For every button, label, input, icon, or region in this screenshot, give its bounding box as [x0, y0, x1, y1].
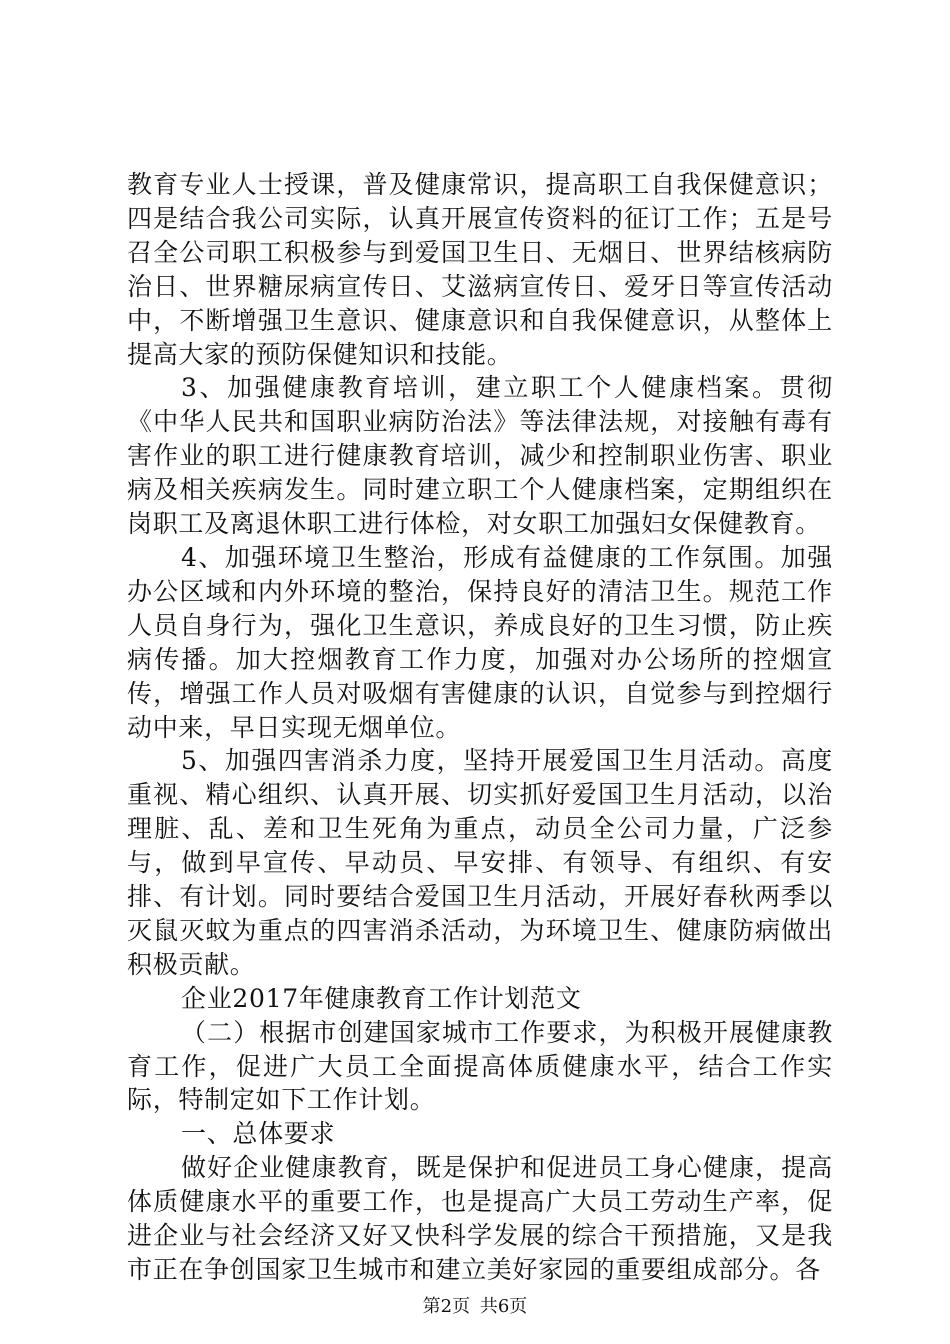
paragraph-general-requirements: 做好企业健康教育，既是保护和促进员工身心健康，提高体质健康水平的重要工作，也是提高广大员工劳动生产率，促进企业与社会经济又好又快科学发展的综合干预措施，又是我市正在争创国家卫生城市和建立美好家园的重要组成部分。各 [127, 1153, 833, 1284]
paragraph-continuation: 教育专业人士授课，普及健康常识，提高职工自我保健意识；四是结合我公司实际，认真开展宣传资料的征订工作；五是号召全公司职工积极参与到爱国卫生日、无烟日、世界结核病防治日、世界糖尿病宣传日、艾滋病宣传日、爱牙日等宣传活动中，不断增强卫生意识、健康意识和自我保健意识，从整体上提高大家的预防保健知识和技能。 [127, 170, 833, 369]
page-total: 共6页 [479, 1296, 528, 1317]
paragraph-item-3: 3、加强健康教育培训，建立职工个人健康档案。贯彻《中华人民共和国职业病防治法》等法律法规，对接触有毒有害作业的职工进行健康教育培训，减少和控制职业伤害、职业病及相关疾病发生。同时建立职工个人健康档案，定期组织在岗职工及离退休职工进行体检，对女职工加强妇女保健教育。 [127, 373, 833, 539]
paragraph-intro: （二）根据市创建国家城市工作要求，为积极开展健康教育工作，促进广大员工全面提高体质健康水平，结合工作实际，特制定如下工作计划。 [127, 1017, 833, 1115]
paragraph-item-5: 5、加强四害消杀力度，坚持开展爱国卫生月活动。高度重视、精心组织、认真开展、切实抓好爱国卫生月活动，以治理脏、乱、差和卫生死角为重点，动员全公司力量，广泛参与，做到早宣传、早动员、早安排、有领导、有组织、有安排、有计划。同时要结合爱国卫生月活动，开展好春秋两季以灭鼠灭蚊为重点的四害消杀活动，为环境卫生、健康防病做出积极贡献。 [127, 746, 833, 979]
document-body [127, 168, 833, 1287]
section-heading-general-requirements: 一、总体要求 [181, 1119, 336, 1149]
paragraph-item-4: 4、加强环境卫生整治，形成有益健康的工作氛围。加强办公区域和内外环境的整治，保持良好的清洁卫生。规范工作人员自身行为，强化卫生意识，养成良好的卫生习惯，防止疾病传播。加大控烟教育工作力度，加强对办公场所的控烟宣传，增强工作人员对吸烟有害健康的认识，自觉参与到控烟行动中来，早日实现无烟单位。 [127, 542, 833, 742]
page-number: 第2页 [422, 1296, 471, 1317]
page-footer [0, 1296, 950, 1318]
section-title: 企业2017年健康教育工作计划范文 [181, 983, 582, 1013]
